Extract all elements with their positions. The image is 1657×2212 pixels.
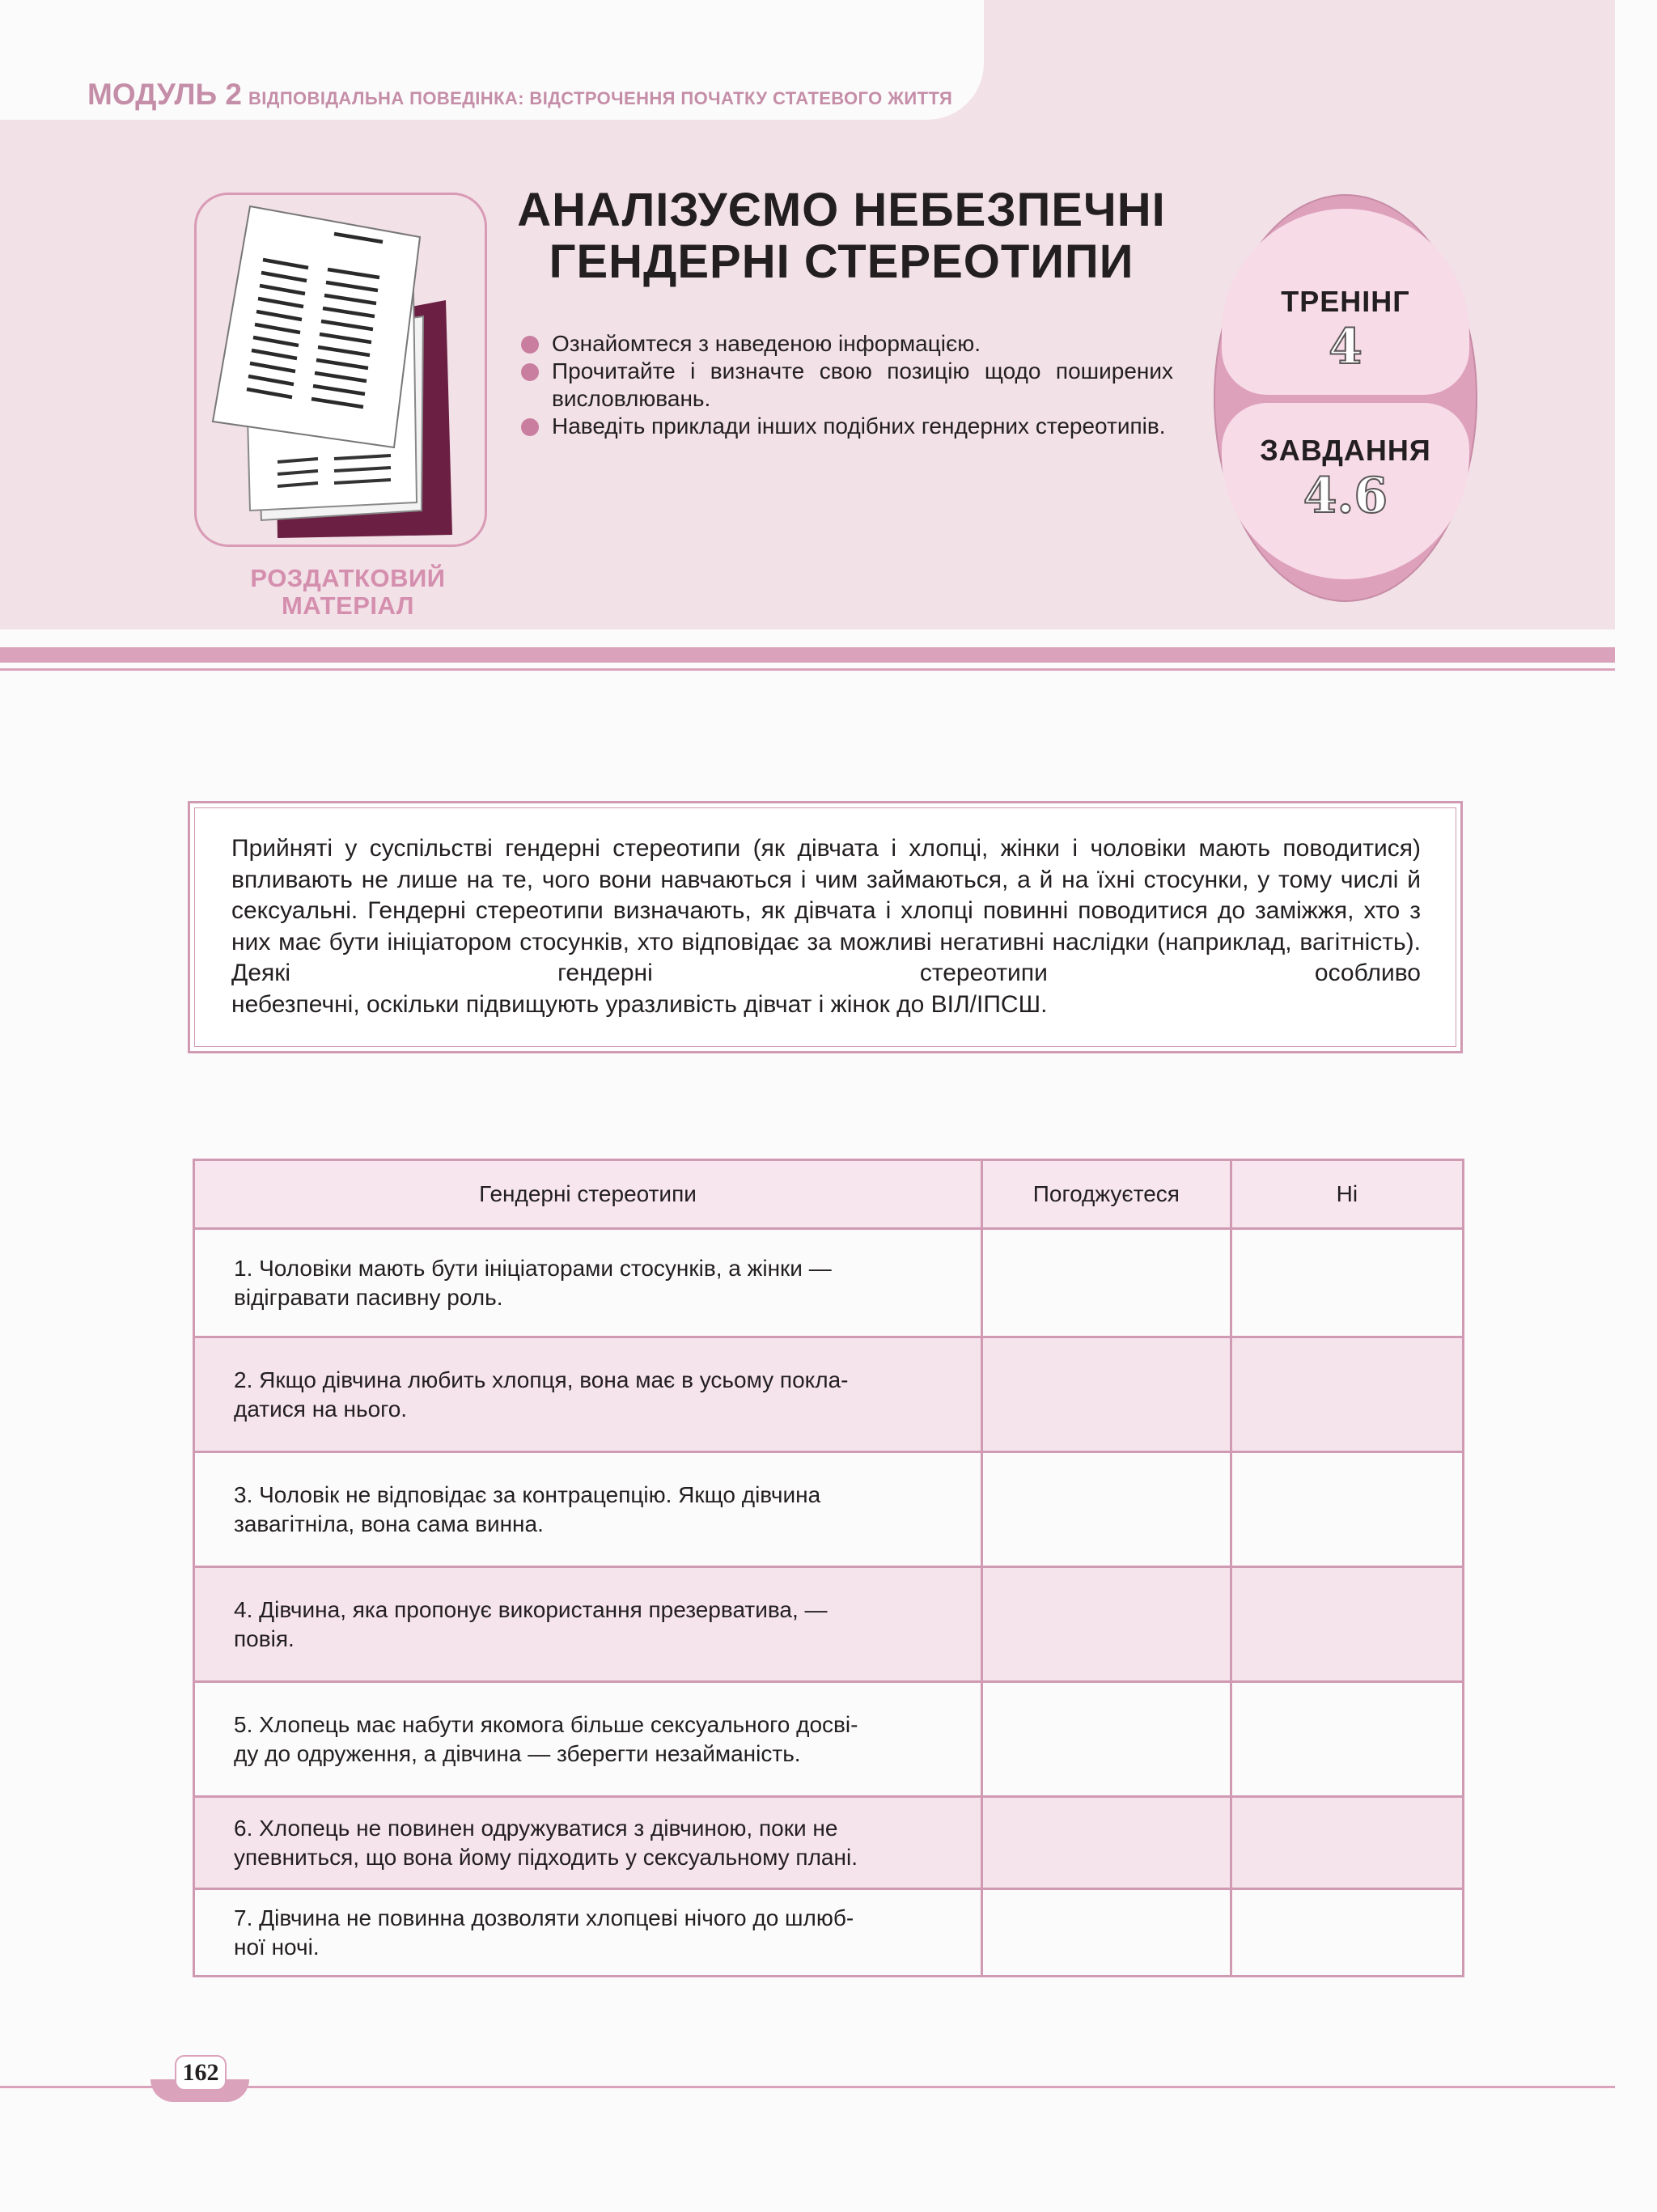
page-title <box>485 184 1197 288</box>
bullet-icon <box>521 336 539 354</box>
stereotype-cell: 7. Дівчина не повинна дозволяти хлопцеві нічого до шлюб- ної ночі. <box>194 1889 982 1977</box>
handout-icon-frame <box>194 193 487 547</box>
header-no: Ні <box>1231 1160 1463 1229</box>
header-divider <box>0 647 1615 663</box>
stereotype-cell: 2. Якщо дівчина любить хлопця, вона має в усьому покла- датися на нього. <box>194 1337 982 1452</box>
stereotype-cell: 6. Хлопець не повинен одружуватися з дівчиною, поки не упевниться, що вона йому підходить у сексуальному плані. <box>194 1797 982 1889</box>
handout-label <box>194 565 502 620</box>
module-label: МОДУЛЬ 2 <box>87 78 242 111</box>
agree-cell[interactable] <box>982 1889 1231 1977</box>
table-row <box>194 1682 1464 1797</box>
no-cell[interactable] <box>1231 1797 1463 1889</box>
no-cell[interactable] <box>1231 1682 1463 1797</box>
table-row <box>194 1452 1464 1567</box>
handout-label-line1: РОЗДАТКОВИЙ <box>250 564 446 592</box>
header-stereotypes: Гендерні стереотипи <box>194 1160 982 1229</box>
table-header-row <box>194 1160 1464 1229</box>
instruction-item: Ознайомтеся з наведеною інформацією. <box>521 330 1173 358</box>
info-paragraph-body: Прийняті у суспільстві гендерні стереотипи (як дівчата і хлопці, жінки і чоловіки мають поводитися) впливають не лише на те, чого вони навчаються і чим займаються, а й на їхні стосунки, у тому числі й сексуальні. Гендерні стереотипи визначають, як дівчата і хлопці повинні поводитися до заміжжя, хто з них має бути ініціатором стосунків, хто відповідає за можливі негативні наслідки (наприклад, вагітність). Деякі гендерні стереотипи особливо <box>231 835 1421 986</box>
module-subtitle: ВІДПОВІДАЛЬНА ПОВЕДІНКА: ВІДСТРОЧЕННЯ ПОЧАТКУ СТАТЕВОГО ЖИТТЯ <box>248 88 953 108</box>
table-row <box>194 1797 1464 1889</box>
agree-cell[interactable] <box>982 1229 1231 1337</box>
table-row <box>194 1337 1464 1452</box>
table-row <box>194 1229 1464 1337</box>
handout-label-line2: МАТЕРІАЛ <box>281 591 415 620</box>
agree-cell[interactable] <box>982 1682 1231 1797</box>
bullet-icon <box>521 418 539 436</box>
stereotype-cell: 4. Дівчина, яка пропонує використання презерватива, — повія. <box>194 1567 982 1682</box>
training-number: 4 <box>1329 319 1362 375</box>
no-cell[interactable] <box>1231 1567 1463 1682</box>
task-label: ЗАВДАННЯ <box>1260 434 1431 467</box>
info-paragraph-last-line: небезпечні, оскільки підвищують уразливість дівчат і жінок до ВІЛ/ІПСШ. <box>231 990 1048 1018</box>
instruction-item: Прочитайте і визначте свою позицію щодо поширених висловлювань. <box>521 358 1173 413</box>
info-paragraph <box>231 833 1421 1020</box>
agree-cell[interactable] <box>982 1567 1231 1682</box>
no-cell[interactable] <box>1231 1889 1463 1977</box>
no-cell[interactable] <box>1231 1229 1463 1337</box>
page-title-line2: ГЕНДЕРНІ СТЕРЕОТИПИ <box>549 235 1134 288</box>
bullet-icon <box>521 363 539 381</box>
agree-cell[interactable] <box>982 1337 1231 1452</box>
training-label: ТРЕНІНГ <box>1281 285 1410 318</box>
instruction-item: Наведіть приклади інших подібних гендерних стереотипів. <box>521 413 1173 440</box>
agree-cell[interactable] <box>982 1452 1231 1567</box>
table-row <box>194 1889 1464 1977</box>
stereotypes-table <box>193 1159 1464 1977</box>
stereotype-cell: 1. Чоловіки мають бути ініціаторами стосунків, а жінки — відігравати пасивну роль. <box>194 1229 982 1337</box>
page-title-line1: АНАЛІЗУЄМО НЕБЕЗПЕЧНІ <box>517 184 1166 236</box>
no-cell[interactable] <box>1231 1452 1463 1567</box>
task-number: 4.6 <box>1303 468 1388 524</box>
stereotype-cell: 3. Чоловік не відповідає за контрацепцію. Якщо дівчина завагітніла, вона сама винна. <box>194 1452 982 1567</box>
table-row <box>194 1567 1464 1682</box>
instruction-list <box>521 330 1173 440</box>
no-cell[interactable] <box>1231 1337 1463 1452</box>
header-agree: Погоджуєтеся <box>982 1160 1231 1229</box>
handout-documents-icon <box>197 195 487 547</box>
agree-cell[interactable] <box>982 1797 1231 1889</box>
module-header <box>87 78 952 112</box>
stereotype-cell: 5. Хлопець має набути якомога більше сексуального досві- ду до одруження, а дівчина — зберегти незайманість. <box>194 1682 982 1797</box>
header-divider-thin <box>0 668 1615 671</box>
page-number: 162 <box>175 2055 227 2091</box>
